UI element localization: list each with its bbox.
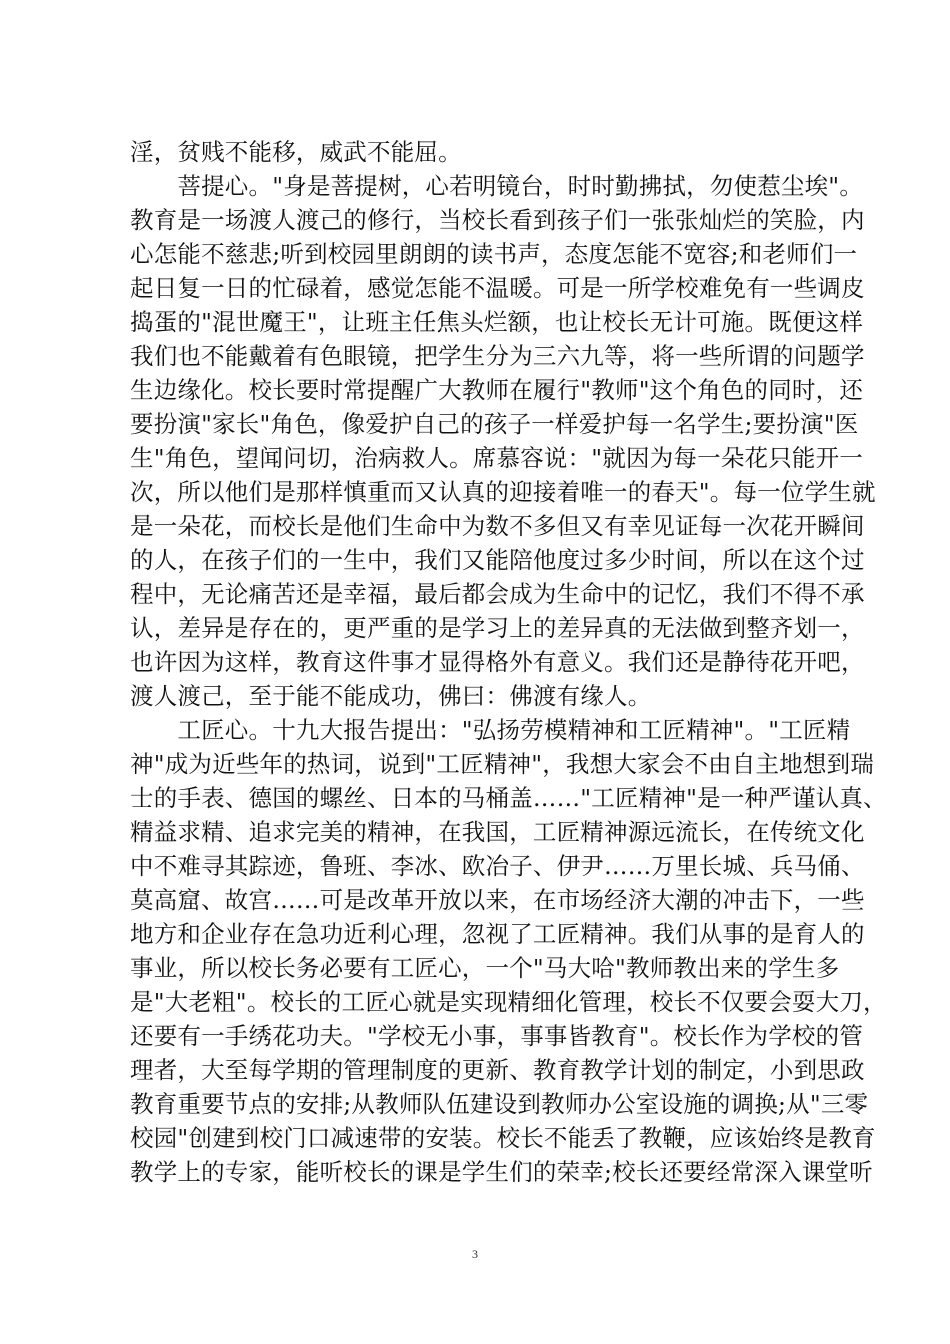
text-line: 生边缘化。校长要时常提醒广大教师在履行"教师"这个角色的同时，还 xyxy=(130,376,864,404)
text-line: 认，差异是存在的，更严重的是学习上的差异真的无法做到整齐划一， xyxy=(130,614,865,642)
text-line: 捣蛋的"混世魔王"，让班主任焦头烂额，也让校长无计可施。既便这样 xyxy=(130,308,864,336)
text-line: 渡人渡己，至于能不能成功，佛曰：佛渡有缘人。 xyxy=(130,682,652,710)
text-line: 次，所以他们是那样慎重而又认真的迎接着唯一的春天"。每一位学生就 xyxy=(130,478,876,506)
text-line: 是"大老粗"。校长的工匠心就是实现精细化管理，校长不仅要会耍大刀， xyxy=(130,988,887,1016)
text-line: 淫，贫贱不能移，威武不能屈。 xyxy=(130,138,462,166)
text-line: 教育重要节点的安排;从教师队伍建设到教师办公室设施的调换;从"三零 xyxy=(130,1090,869,1118)
text-line: 还要有一手绣花功夫。"学校无小事，事事皆教育"。校长作为学校的管 xyxy=(130,1022,864,1050)
text-line: 精益求精、追求完美的精神，在我国，工匠精神源远流长，在传统文化 xyxy=(130,818,865,846)
text-line: 程中，无论痛苦还是幸福，最后都会成为生命中的记忆，我们不得不承 xyxy=(130,580,865,608)
text-line: 心怎能不慈悲;听到校园里朗朗的读书声，态度怎能不宽容;和老师们一 xyxy=(130,240,858,268)
text-line: 事业，所以校长务必要有工匠心，一个"马大哈"教师教出来的学生多 xyxy=(130,954,840,982)
text-line: 要扮演"家长"角色，像爱护自己的孩子一样爱护每一名学生;要扮演"医 xyxy=(130,410,859,438)
text-line: 中不难寻其踪迹，鲁班、李冰、欧冶子、伊尹……万里长城、兵马俑、 xyxy=(130,852,865,880)
text-line: 生"角色，望闻问切，治病救人。席慕容说："就因为每一朵花只能开一 xyxy=(130,444,864,472)
text-line: 理者，大至每学期的管理制度的更新、教育教学计划的制定，小到思政 xyxy=(130,1056,865,1084)
text-line: 地方和企业存在急功近利心理，忽视了工匠精神。我们从事的是育人的 xyxy=(130,920,865,948)
text-line: 士的手表、德国的螺丝、日本的马桶盖……"工匠精神"是一种严谨认真、 xyxy=(130,784,887,812)
text-line: 菩提心。"身是菩提树，心若明镜台，时时勤拂拭，勿使惹尘埃"。 xyxy=(130,172,864,200)
text-line: 校园"创建到校门口减速带的安装。校长不能丢了教鞭，应该始终是教育 xyxy=(130,1124,876,1152)
text-line: 莫高窟、故宫……可是改革开放以来，在市场经济大潮的冲击下，一些 xyxy=(130,886,865,914)
page-number: 3 xyxy=(472,1247,478,1261)
text-line: 工匠心。十九大报告提出："弘扬劳模精神和工匠精神"。"工匠精 xyxy=(130,716,851,744)
text-line: 起日复一日的忙碌着，感觉怎能不温暖。可是一所学校难免有一些调皮 xyxy=(130,274,865,302)
text-line: 教学上的专家，能听校长的课是学生们的荣幸;校长还要经常深入课堂听 xyxy=(130,1158,873,1186)
text-line: 神"成为近些年的热词，说到"工匠精神"，我想大家会不由自主地想到瑞 xyxy=(130,750,875,778)
text-line: 教育是一场渡人渡己的修行，当校长看到孩子们一张张灿烂的笑脸，内 xyxy=(130,206,865,234)
text-line: 是一朵花，而校长是他们生命中为数不多但又有幸见证每一次花开瞬间 xyxy=(130,512,865,540)
text-line: 我们也不能戴着有色眼镜，把学生分为三六九等，将一些所谓的问题学 xyxy=(130,342,865,370)
text-line: 也许因为这样，教育这件事才显得格外有意义。我们还是静待花开吧， xyxy=(130,648,865,676)
text-line: 的人，在孩子们的一生中，我们又能陪他度过多少时间，所以在这个过 xyxy=(130,546,865,574)
